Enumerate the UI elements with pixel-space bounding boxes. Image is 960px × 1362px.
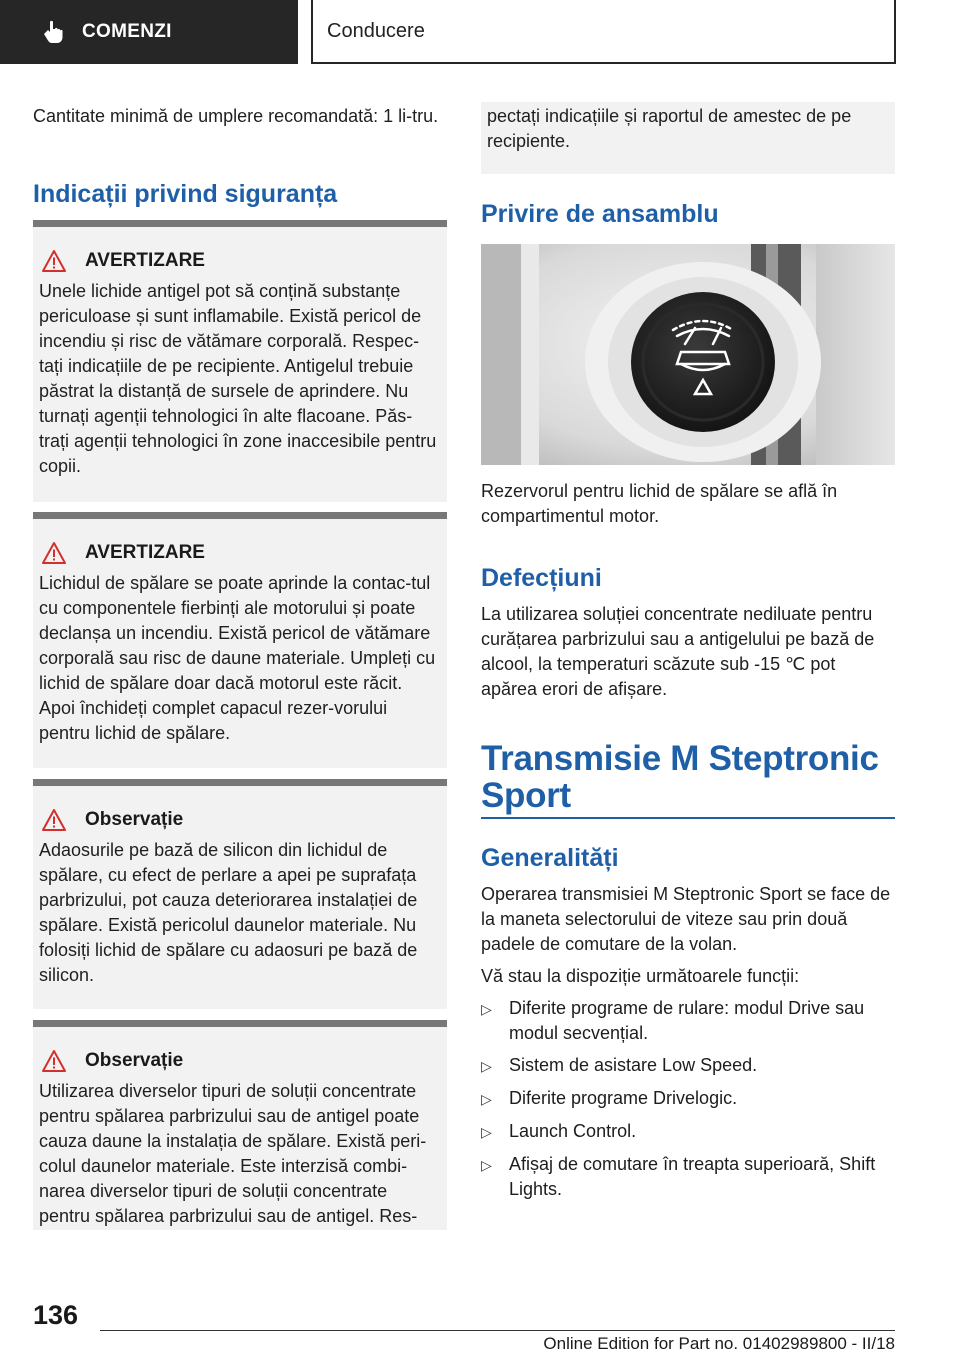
warning-box-text: Unele lichide antigel pot să conțină substanțe periculoase și sunt inflamabile. Există pericol de incendiu și risc de vătămare corporală. Respec‐tați indicațiile de pe recipiente. Antigelul trebuie păstrat la distanță de sursele de aprindere. Nu turnați agenții tehnologici în alte flacoane. Păs‐trați agenții tehnologici în zone inaccesibile pentru copii. xyxy=(39,281,437,476)
chapter-tab[interactable] xyxy=(0,0,298,64)
functions-list xyxy=(481,996,895,1209)
general-heading: Generalități xyxy=(481,844,619,872)
bullet-triangle-icon: ▷ xyxy=(481,1124,492,1140)
note-box-continuation xyxy=(481,102,895,174)
note-box-2 xyxy=(33,1020,447,1230)
warning-box-2 xyxy=(33,512,447,768)
section-title: Conducere xyxy=(327,19,425,42)
warning-box-text: Lichidul de spălare se poate aprinde la contac‐tul cu componentele fierbinți ale motorului și poate declanșa un incendiu. Există pericol de vătămare corporală sau risc de daune materiale. Umpleți cu lichid de spălare doar dacă motorul este răcit. Apoi închideți complet capacul rezer‐vorului pentru lichid de spălare. xyxy=(39,573,436,743)
note-box-continuation-text: pectați indicațiile și raportul de amestec de pe recipiente. xyxy=(487,106,852,151)
list-item: ▷ Sistem de asistare Low Speed. xyxy=(481,1053,895,1079)
image-caption: Rezervorul pentru lichid de spălare se află în compartimentul motor. xyxy=(481,481,838,526)
safety-heading: Indicații privind siguranța xyxy=(33,180,338,208)
note-box-1 xyxy=(33,779,447,1009)
warning-box-title: AVERTIZARE xyxy=(85,250,205,271)
list-item: ▷ Diferite programe Drivelogic. xyxy=(481,1086,895,1112)
bullet-triangle-icon: ▷ xyxy=(481,1001,492,1017)
note-box-title: Observație xyxy=(85,809,184,830)
overview-heading: Privire de ansamblu xyxy=(481,200,719,228)
chapter-tab-label: COMENZI xyxy=(82,21,172,42)
list-item: ▷ Diferite programe de rulare: modul Drive sau modul secvențial. xyxy=(481,996,895,1046)
warning-triangle-icon xyxy=(41,808,67,832)
functions-intro: Vă stau la dispoziție următoarele funcții: xyxy=(481,966,800,986)
note-box-title: Observație xyxy=(85,1050,184,1071)
faults-text: La utilizarea soluției concentrate nediluate pentru curățarea parbrizului sau a antigelului pe bază de alcool, la temperaturi scăzute sub -15 ℃ pot apărea erori de afișare. xyxy=(481,604,875,699)
note-box-text: Utilizarea diverselor tipuri de soluții concentrate pentru spălarea parbrizului sau de antigel poate cauza daune la instalația de spălare. Există peri‐colul daunelor materiale. Este interzisă combi‐narea diverselor tipuri de soluții concentrate pentru spălarea parbrizului sau de antigel. Res‐ xyxy=(39,1081,427,1226)
warning-triangle-icon xyxy=(41,1049,67,1073)
list-item: ▷ Launch Control. xyxy=(481,1119,895,1145)
footer-rule xyxy=(100,1330,895,1331)
faults-heading: Defecțiuni xyxy=(481,564,602,592)
min-fill-text: Cantitate minimă de umplere recomandată: 1 li‐tru. xyxy=(33,106,439,126)
main-heading-line1: Transmisie M Steptronic xyxy=(481,739,879,778)
warning-box-1 xyxy=(33,220,447,502)
main-heading xyxy=(481,740,895,814)
section-header xyxy=(311,0,896,64)
page-number: 136 xyxy=(33,1300,79,1330)
warning-triangle-icon xyxy=(41,541,67,565)
edition-text: Online Edition for Part no. 01402989800 - II/18 xyxy=(543,1334,895,1353)
warning-triangle-icon xyxy=(41,249,67,273)
main-heading-line2: Sport xyxy=(481,776,571,815)
heading-rule xyxy=(481,817,895,819)
washer-reservoir-image xyxy=(481,244,895,465)
general-text: Operarea transmisiei M Steptronic Sport se face de la maneta selectorului de viteze sau prin două padele de comutare de la volan. xyxy=(481,884,891,954)
hand-pointer-icon xyxy=(38,17,68,47)
list-item: ▷ Afișaj de comutare în treapta superioară, Shift Lights. xyxy=(481,1152,895,1202)
bullet-triangle-icon: ▷ xyxy=(481,1058,492,1074)
bullet-triangle-icon: ▷ xyxy=(481,1091,492,1107)
bullet-triangle-icon: ▷ xyxy=(481,1157,492,1173)
note-box-text: Adaosurile pe bază de silicon din lichidul de spălare, cu efect de perlare a apei pe suprafața parbrizului, pot cauza deteriorarea instalației de spălare. Există pericolul daunelor materiale. Nu folosiți lichid de spălare cu adaosuri pe bază de silicon. xyxy=(39,840,418,985)
warning-box-title: AVERTIZARE xyxy=(85,542,205,563)
